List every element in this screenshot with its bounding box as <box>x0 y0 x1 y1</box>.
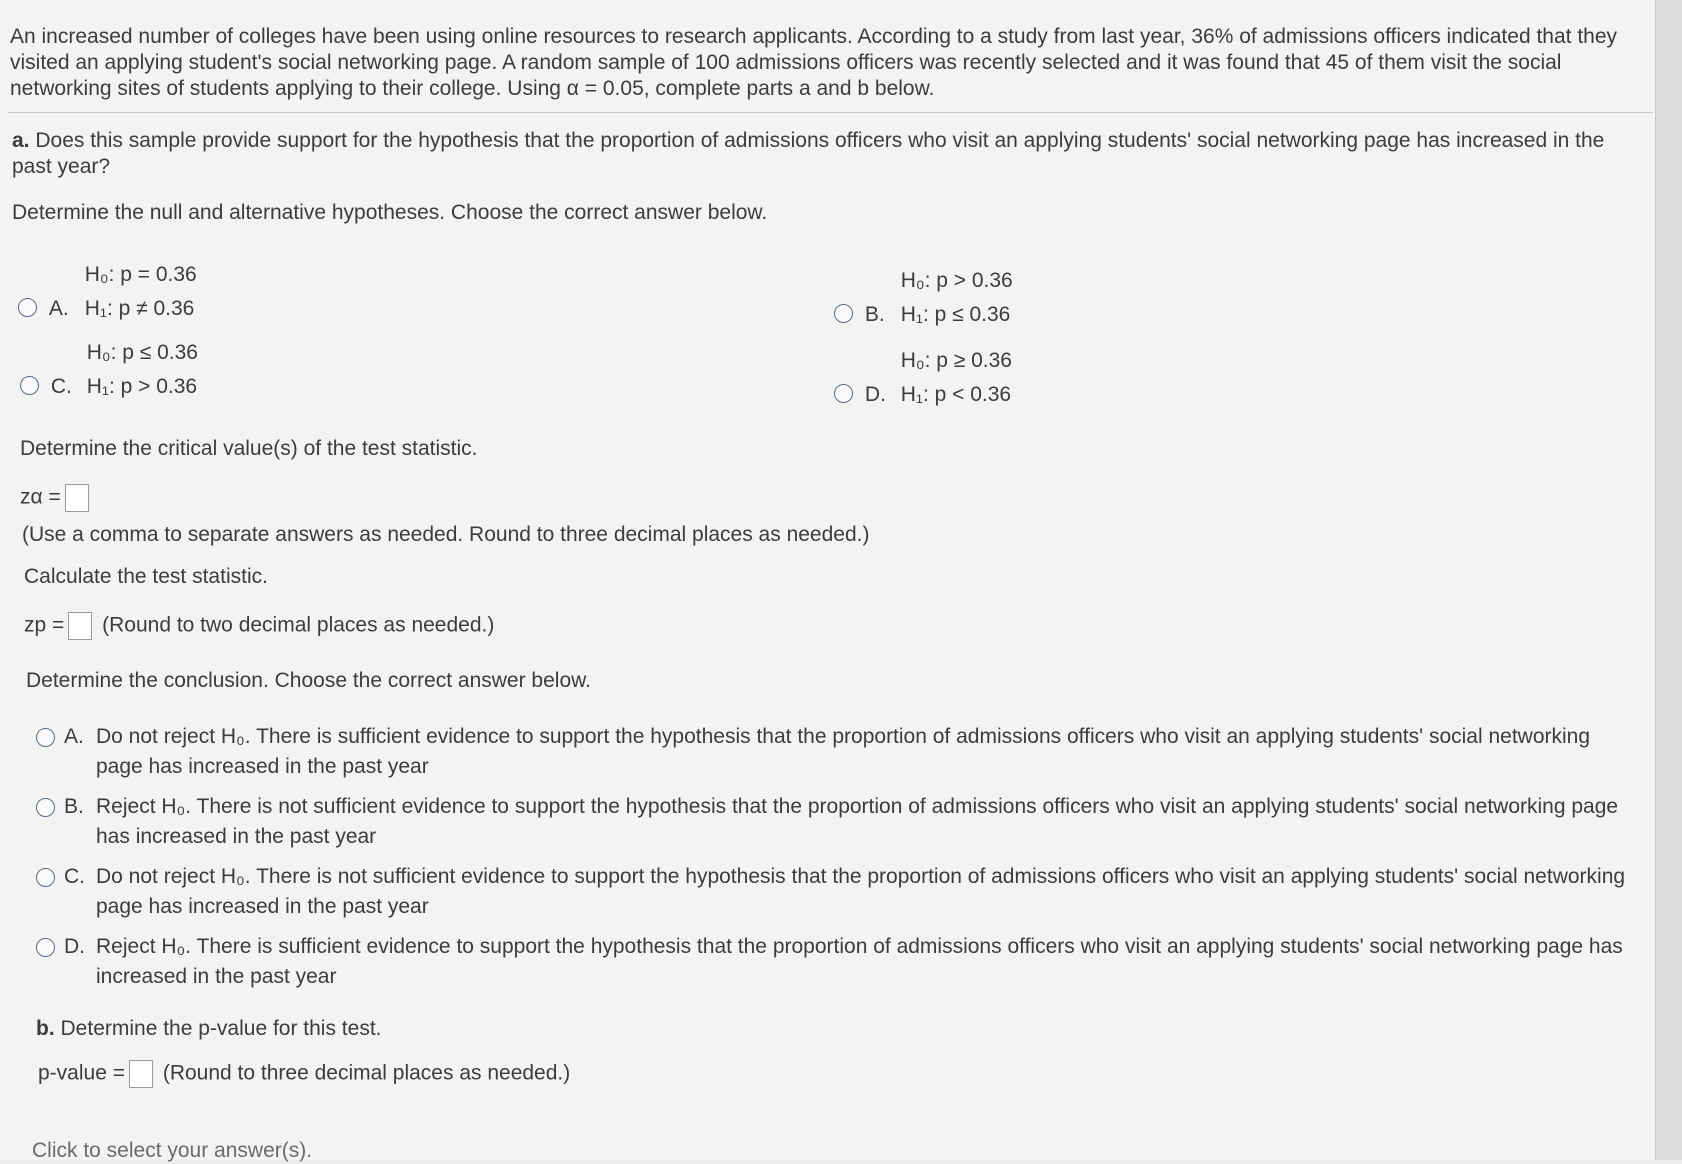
null-hypothesis: H₀: p = 0.36 <box>84 263 197 286</box>
footer-instruction: Click to select your answer(s). <box>32 1139 313 1162</box>
p-value-label: p-value = <box>38 1061 125 1085</box>
radio-button[interactable] <box>18 298 37 317</box>
option-letter: D. <box>64 935 85 958</box>
conclusion-option-c[interactable] <box>36 862 1636 922</box>
alt-hypothesis: H₁: p ≤ 0.36 <box>900 303 1011 326</box>
option-letter: C. <box>64 865 85 888</box>
option-text: Do not reject H₀. There is not sufficient evidence to support the hypothesis that the proportion of admissions officers who visit an applying students' social networking page has increased in the past year <box>96 865 1626 918</box>
critical-value-row <box>20 484 93 512</box>
conclusion-option-d[interactable] <box>36 932 1636 992</box>
option-letter: B. <box>64 795 84 818</box>
conclusion-option-a[interactable] <box>36 722 1636 782</box>
part-a-label: a. <box>12 129 30 152</box>
radio-button[interactable] <box>834 384 853 403</box>
radio-button[interactable] <box>834 304 853 323</box>
part-a-question-text: Does this sample provide support for the hypothesis that the proportion of admissions officers who visit an applying students' social networking page has increased in the past year? <box>12 129 1605 178</box>
null-hypothesis: H₀: p > 0.36 <box>900 269 1013 292</box>
p-value-input[interactable] <box>129 1060 153 1088</box>
critical-value-hint: (Use a comma to separate answers as needed. Round to three decimal places as needed.) <box>22 523 870 546</box>
option-letter: A. <box>48 297 69 320</box>
radio-button[interactable] <box>20 376 39 395</box>
conclusion-prompt: Determine the conclusion. Choose the correct answer below. <box>26 669 591 692</box>
part-b-label: b. <box>36 1017 55 1040</box>
hyp-option-a[interactable] <box>18 258 197 326</box>
test-statistic-prompt: Calculate the test statistic. <box>24 565 268 588</box>
option-letter: D. <box>864 383 886 406</box>
test-statistic-input[interactable] <box>68 612 92 640</box>
radio-button[interactable] <box>36 728 55 747</box>
null-hypothesis: H₀: p ≤ 0.36 <box>86 341 198 364</box>
radio-button[interactable] <box>36 938 55 957</box>
critical-value-prompt: Determine the critical value(s) of the test statistic. <box>20 437 478 460</box>
alt-hypothesis: H₁: p ≠ 0.36 <box>84 297 195 320</box>
part-a-question <box>12 128 1622 180</box>
null-hypothesis: H₀: p ≥ 0.36 <box>900 349 1012 372</box>
p-value-row <box>38 1060 570 1088</box>
hypotheses-prompt: Determine the null and alternative hypotheses. Choose the correct answer below. <box>12 201 768 224</box>
option-letter: A. <box>64 725 84 748</box>
test-statistic-label: zp = <box>24 613 65 637</box>
test-statistic-row <box>24 612 494 640</box>
option-text: Reject H₀. There is sufficient evidence to support the hypothesis that the proportion of admissions officers who visit an applying students' social networking page has increased in the past year <box>96 935 1623 988</box>
option-letter: C. <box>50 375 72 398</box>
part-b-question <box>36 1016 382 1042</box>
alt-hypothesis: H₁: p < 0.36 <box>900 383 1012 406</box>
radio-button[interactable] <box>36 868 55 887</box>
hyp-option-b[interactable] <box>834 264 1013 332</box>
critical-value-label: zα = <box>20 485 61 509</box>
conclusion-option-b[interactable] <box>36 792 1636 852</box>
problem-statement: An increased number of colleges have been using online resources to research applicants. According to a study from last year, 36% of admissions officers indicated that they visited an applying student's social networking page. A random sample of 100 admissions officers was recently selected and it was found that 45 of them visit the social networking sites of students applying to their college. Using α = 0.05, complete parts a and b below. <box>10 25 1618 100</box>
scrollbar[interactable] <box>1655 0 1682 1160</box>
option-text: Do not reject H₀. There is sufficient evidence to support the hypothesis that the proportion of admissions officers who visit an applying students' social networking page has increased in the past year <box>96 725 1591 778</box>
part-b-question-text: Determine the p-value for this test. <box>60 1017 382 1040</box>
option-text: Reject H₀. There is not sufficient evidence to support the hypothesis that the proportion of admissions officers who visit an applying students' social networking page has increased in the past year <box>96 795 1619 848</box>
test-statistic-hint: (Round to two decimal places as needed.) <box>102 613 495 637</box>
divider <box>8 112 1653 113</box>
radio-button[interactable] <box>36 798 55 817</box>
option-letter: B. <box>864 303 885 326</box>
hyp-option-d[interactable] <box>834 344 1012 412</box>
p-value-hint: (Round to three decimal places as needed.) <box>162 1061 571 1085</box>
critical-value-input[interactable] <box>65 484 89 512</box>
hyp-option-c[interactable] <box>20 336 198 404</box>
alt-hypothesis: H₁: p > 0.36 <box>86 375 198 398</box>
